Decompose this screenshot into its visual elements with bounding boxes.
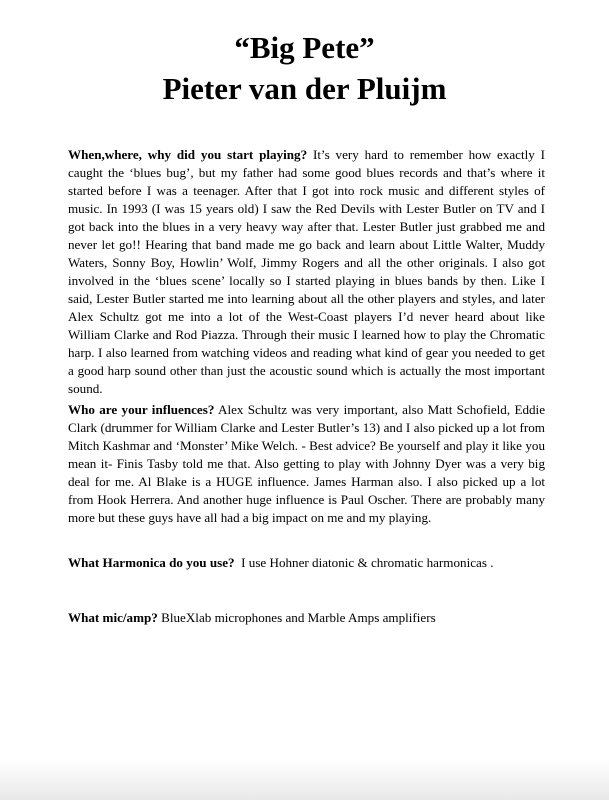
answer-influences: Alex Schultz was very important, also Matt Schofield, Eddie Clark (drummer for William Clarke and Lester Butler’s 13) and I also picked up a lot from Mitch Kashmar and ‘Monster’ Mike Welch. - Best advice? Be yourself and play it like you mean it- Finis Tasby told me that. Also getting to play with Johnny Dyer was a very big deal for me. Al Blake is a HUGE influence. James Harman also. I also picked up a lot from Hook Herrera. And another huge influence is Paul Oscher. There are probably many more but these guys have all had a big impact on me and my playing. — [68, 402, 545, 525]
page-bottom-shadow — [0, 760, 609, 800]
title-name: Pieter van der Pluijm — [162, 71, 447, 106]
answer-harmonica: I use Hohner diatonic & chromatic harmonicas . — [241, 555, 494, 570]
section-start-playing — [68, 146, 545, 398]
section-influences — [68, 401, 545, 527]
answer-start-playing: It’s very hard to remember how exactly I caught the ‘blues bug’, but my father had some good blues records and that’s where it started before I was a teenager. After that I got into rock music and different styles of music. In 1993 (I was 15 years old) I saw the Red Devils with Lester Butler on TV and I got back into the blues in a very heavy way after that. Lester Butler just grabbed me and never let go!! Hearing that band made me go back and learn about Little Walter, Muddy Waters, Sonny Boy, Howlin’ Wolf, Jimmy Rogers and all the other originals. I also got involved in the ‘blues scene’ locally so I started playing in blues bands by then. Like I said, Lester Butler started me into learning about all the other players and styles, and later Alex Schultz got me into a lot of the West-Coast players I’d never heard about like William Clarke and Rod Piazza. Through their music I learned how to play the Chromatic harp. I also learned from watching videos and reading what kind of gear you needed to get a good harp sound other than just the acoustic sound which is actually the most important sound. — [68, 147, 545, 396]
question-start-playing: When,where, why did you start playing? — [68, 147, 308, 162]
section-mic-amp — [68, 609, 545, 627]
question-influences: Who are your influences? — [68, 402, 215, 417]
title-nickname: “Big Pete” — [234, 30, 375, 65]
question-harmonica: What Harmonica do you use? — [68, 555, 235, 570]
question-mic-amp: What mic/amp? — [68, 610, 158, 625]
answer-mic-amp: BlueXlab microphones and Marble Amps amplifiers — [161, 610, 436, 625]
section-harmonica — [68, 554, 545, 572]
